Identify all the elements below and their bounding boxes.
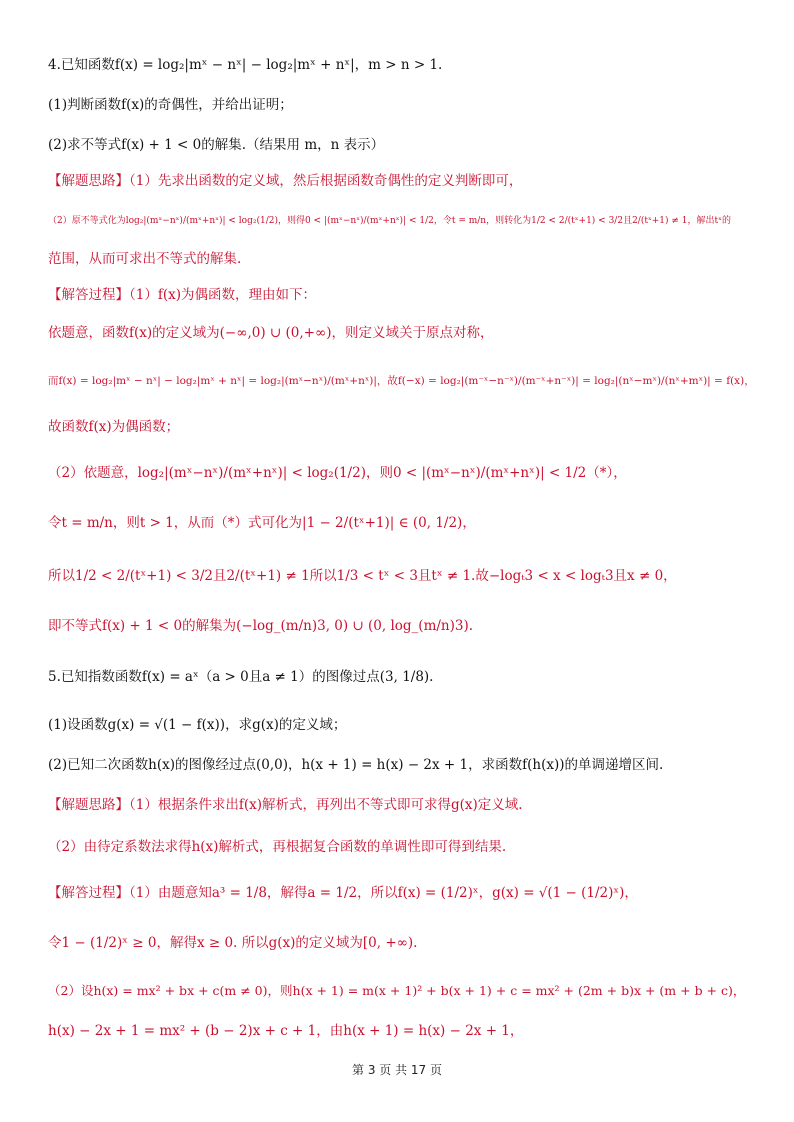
q5-part2: (2)已知二次函数h(x)的图像经过点(0,0)，h(x + 1) = h(x) − 2x + 1，求函数f(h(x))的单调递增区间. [48,757,664,773]
q4-solution-answer: 即不等式f(x) + 1 < 0的解集为(−log_(m/n)3, 0) ∪ (0, log_(m/n)3). [48,618,474,634]
q4-hint-1: 【解题思路】（1）先求出函数的定义域，然后根据函数奇偶性的定义判断即可， [48,173,523,189]
page-footer: 第 3 页 共 17 页 [352,1063,442,1077]
q4-part2: (2)求不等式f(x) + 1 < 0的解集.（结果用 m，n 表示） [48,137,385,153]
q5-solution-1: 【解答过程】（1）由题意知a³ = 1/8，解得a = 1/2，所以f(x) = (1/2)ˣ，g(x) = √(1 − (1/2)ˣ)， [48,885,638,901]
q5-solution-2-cont: h(x) − 2x + 1 = mx² + (b − 2)x + c + 1，由h(x + 1) = h(x) − 2x + 1， [48,1023,524,1039]
q5-hint-1: 【解题思路】（1）根据条件求出f(x)解析式，再列出不等式即可求得g(x)定义域. [48,797,523,813]
q5-solution-2: （2）设h(x) = mx² + bx + c(m ≠ 0)，则h(x + 1) = m(x + 1)² + b(x + 1) + c = mx² + (2m + b)x + (m + b + c)， [48,983,746,998]
q5-hint-2: （2）由待定系数法求得h(x)解析式，再根据复合函数的单调性即可得到结果. [48,839,507,855]
q4-solution-proof: 而f(x) = log₂|mˣ − nˣ| − log₂|mˣ + nˣ| = log₂|(mˣ−nˣ)/(mˣ+nˣ)|，故f(−x) = log₂|(m⁻ˣ−n⁻ˣ)/(m⁻ˣ+n⁻ˣ)| = log₂|(nˣ−mˣ)/(nˣ+mˣ)| = f(x)， [48,375,755,387]
q5-part1: (1)设函数g(x) = √(1 − f(x))，求g(x)的定义域； [48,717,347,733]
q4-solution-2: （2）依题意，log₂|(mˣ−nˣ)/(mˣ+nˣ)| < log₂(1/2)，则0 < |(mˣ−nˣ)/(mˣ+nˣ)| < 1/2（*）， [48,465,627,481]
q4-solution-domain: 依题意，函数f(x)的定义域为(−∞,0) ∪ (0,+∞)，则定义域关于原点对称， [48,325,494,341]
q4-hint-2-cont: 范围，从而可求出不等式的解集. [48,251,242,267]
q4-solution-conclusion: 故函数f(x)为偶函数； [48,419,180,435]
q4-solution-range: 所以1/2 < 2/(tˣ+1) < 3/2且2/(tˣ+1) ≠ 1所以1/3 < tˣ < 3且tˣ ≠ 1.故−logₜ3 < x < logₜ3且x ≠ 0， [48,568,677,584]
q4-stem: 4.已知函数f(x) = log₂|mˣ − nˣ| − log₂|mˣ + nˣ|，m > n > 1. [48,57,443,73]
q4-solution-1: 【解答过程】（1）f(x)为偶函数，理由如下： [48,287,316,303]
q4-solution-substitute: 令t = m/n，则t > 1，从而（*）式可化为|1 − 2/(tˣ+1)| ∈ (0, 1/2)， [48,515,476,531]
q5-solution-domain: 令1 − (1/2)ˣ ≥ 0，解得x ≥ 0. 所以g(x)的定义域为[0, +∞). [48,935,418,951]
q4-part1: (1)判断函数f(x)的奇偶性，并给出证明； [48,97,293,113]
q4-hint-2: （2）原不等式化为log₂|(mˣ−nˣ)/(mˣ+nˣ)| < log₂(1/2)，则得0 < |(mˣ−nˣ)/(mˣ+nˣ)| < 1/2，令t = m/n，则转化为1/2 < 2/(tˣ+1) < 3/2且2/(tˣ+1) ≠ 1，解出tˣ的 [48,216,731,226]
q5-stem: 5.已知指数函数f(x) = aˣ（a > 0且a ≠ 1）的图像过点(3, 1/8). [48,669,434,685]
